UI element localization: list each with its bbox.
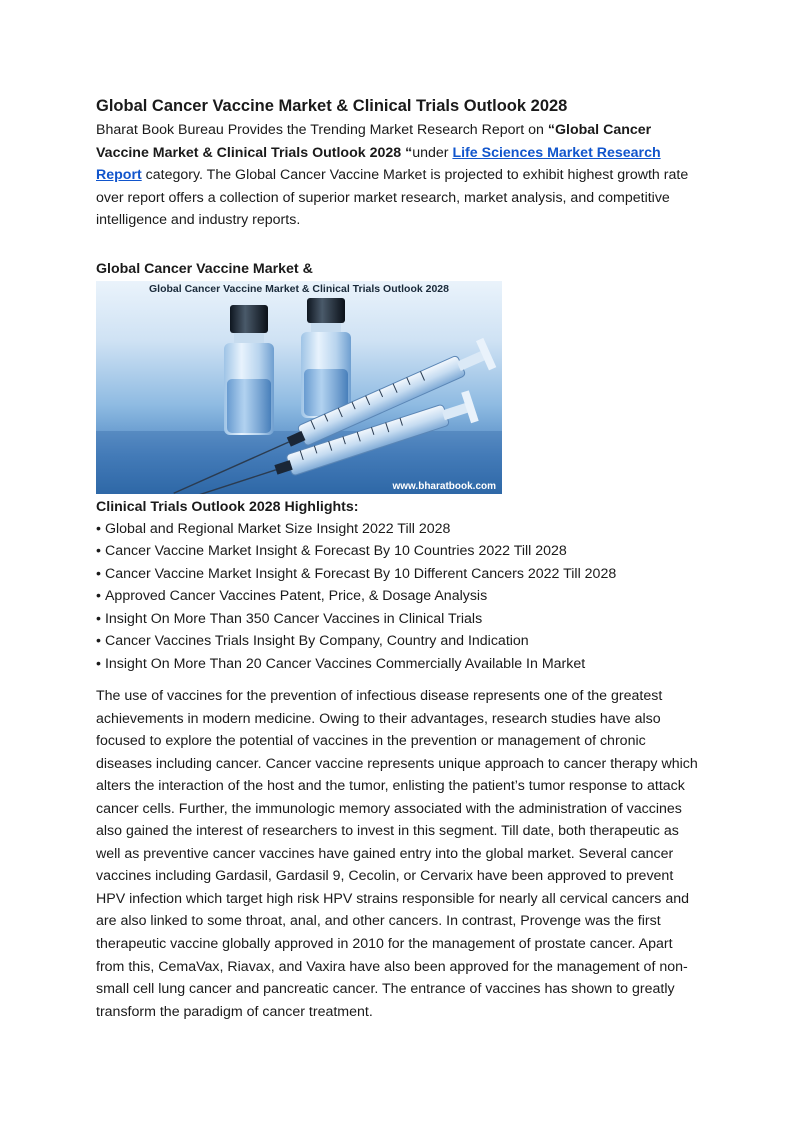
intro-paragraph bbox=[96, 119, 702, 232]
vial-left bbox=[224, 305, 274, 435]
list-item: • Cancer Vaccine Market Insight & Forecast By 10 Countries 2022 Till 2028 bbox=[96, 543, 567, 559]
bullet-icon: • bbox=[96, 520, 101, 537]
bullet-icon: • bbox=[96, 565, 101, 582]
document-title: Global Cancer Vaccine Market & Clinical Trials Outlook 2028 bbox=[96, 97, 568, 115]
list-item: • Insight On More Than 20 Cancer Vaccines Commercially Available In Market bbox=[96, 655, 586, 672]
image-title: Global Cancer Vaccine Market & Clinical Trials Outlook 2028 bbox=[149, 282, 449, 295]
bullet-icon: • bbox=[96, 588, 101, 604]
intro-text-1: Bharat Book Bureau Provides the Trending Market Research Report on bbox=[96, 122, 548, 138]
bullet-icon: • bbox=[96, 610, 101, 627]
bullet-icon: • bbox=[96, 633, 101, 649]
list-item: • Cancer Vaccine Market Insight & Forecast By 10 Different Cancers 2022 Till 2028 bbox=[96, 565, 617, 582]
bullet-icon: • bbox=[96, 655, 101, 672]
list-item: • Insight On More Than 350 Cancer Vaccines in Clinical Trials bbox=[96, 610, 483, 627]
list-item: • Cancer Vaccines Trials Insight By Company, Country and Indication bbox=[96, 633, 529, 649]
list-item: • Global and Regional Market Size Insight 2022 Till 2028 bbox=[96, 520, 451, 537]
highlights-list bbox=[96, 518, 702, 676]
life-sciences-report-link[interactable]: Life Sciences Market Research Report bbox=[96, 144, 661, 183]
intro-text-3: category. The Global Cancer Vaccine Market is projected to exhibit highest growth rate over report offers a collection of superior market research, market analysis, and competitive intelligence and industry reports. bbox=[96, 167, 689, 228]
body-paragraph: The use of vaccines for the prevention of infectious disease represents one of the greatest achievements in modern medicine. Owing to their advantages, research studies have also focused to explore the potential of vaccines in the prevention or management of chronic diseases including cancer. Cancer vaccine represents unique approach to cancer therapy which alters the interaction of the host and the tumor, enlisting the patient’s tumor response to attack cancer cells. Further, the immunologic memory associated with the administration of vaccines also gained the interest of researchers to invest in this segment. Till date, both therapeutic as well as preventive cancer vaccines have gained entry into the global market. Several cancer vaccines including Gardasil, Gardasil 9, Cecolin, or Cervarix have been approved to prevent HPV infection which target high risk HPV strains responsible for nearly all cervical cancers and are also linked to some throat, anal, and other cancers. In contrast, Provenge was the first therapeutic vaccine globally approved in 2010 for the management of prostate cancer. Apart from this, CemaVax, Riavax, and Vaxira have also been approved for the management of non-small cell lung cancer and pancreatic cancer. The entrance of vaccines has shown to greatly transform the paradigm of cancer treatment. bbox=[96, 688, 698, 1020]
image-credit: www.bharatbook.com bbox=[392, 480, 496, 492]
list-item: • Approved Cancer Vaccines Patent, Price, & Dosage Analysis bbox=[96, 588, 488, 604]
vial-right bbox=[301, 298, 351, 418]
bullet-icon: • bbox=[96, 543, 101, 559]
section-heading-highlights: Clinical Trials Outlook 2028 Highlights: bbox=[96, 498, 359, 515]
vaccine-illustration bbox=[96, 281, 502, 494]
section-heading-market: Global Cancer Vaccine Market & bbox=[96, 260, 313, 277]
intro-report-name: “Global Cancer Vaccine Market & Clinical Trials Outlook 2028 “ bbox=[96, 122, 652, 161]
document-page bbox=[96, 94, 702, 1037]
vaccine-vials-syringes-image bbox=[96, 281, 502, 494]
intro-text-2: under bbox=[412, 144, 453, 161]
